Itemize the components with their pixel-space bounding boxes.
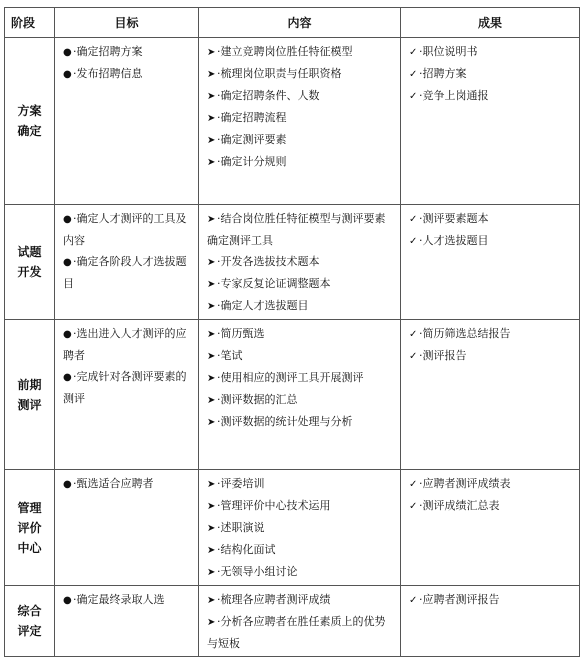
list-item	[63, 589, 194, 611]
result-cell	[401, 470, 580, 586]
list-item	[207, 151, 396, 173]
list-item	[207, 323, 396, 345]
list-item	[63, 473, 194, 495]
result-text: ·测评成绩汇总表	[419, 499, 500, 512]
result-text: ·招聘方案	[419, 67, 467, 80]
header-stage: 阶段	[5, 8, 55, 38]
content-marker-icon: ➤	[207, 373, 216, 384]
table-row	[5, 320, 580, 470]
content-marker-icon: ➤	[207, 479, 216, 490]
result-text: ·应聘者测评成绩表	[419, 477, 511, 490]
content-marker-icon: ➤	[207, 91, 216, 102]
result-marker-icon: ✓	[409, 479, 418, 490]
result-marker-icon: ✓	[409, 214, 418, 225]
result-marker-icon: ✓	[409, 91, 418, 102]
content-list	[199, 586, 400, 656]
goal-text: ·确定最终录取人选	[73, 593, 165, 606]
header-goal: 目标	[55, 8, 199, 38]
goal-text: ·确定人才测评的工具及内容	[63, 212, 187, 247]
list-item	[409, 208, 575, 230]
result-cell	[401, 205, 580, 320]
content-text: ·确定人才选拔题目	[217, 299, 309, 312]
result-cell	[401, 38, 580, 205]
list-item	[207, 85, 396, 107]
goal-marker-icon: ●	[63, 329, 72, 340]
list-item	[63, 63, 194, 85]
content-marker-icon: ➤	[207, 214, 216, 225]
content-marker-icon: ➤	[207, 135, 216, 146]
list-item	[207, 208, 396, 251]
goal-list	[55, 38, 198, 87]
content-cell	[199, 38, 401, 205]
list-item	[409, 473, 575, 495]
list-item	[409, 230, 575, 252]
goal-cell	[55, 320, 199, 470]
content-marker-icon: ➤	[207, 595, 216, 606]
result-cell	[401, 586, 580, 657]
content-marker-icon: ➤	[207, 279, 216, 290]
content-marker-icon: ➤	[207, 501, 216, 512]
list-item	[207, 539, 396, 561]
content-marker-icon: ➤	[207, 395, 216, 406]
content-marker-icon: ➤	[207, 157, 216, 168]
header-result: 成果	[401, 8, 580, 38]
recruitment-process-table	[4, 7, 580, 657]
goal-cell	[55, 586, 199, 657]
list-item	[63, 251, 194, 294]
result-text: ·简历筛选总结报告	[419, 327, 511, 340]
content-text: ·分析各应聘者在胜任素质上的优势与短板	[207, 615, 386, 650]
stage-cell	[5, 205, 55, 320]
content-list	[199, 38, 400, 175]
list-item	[207, 589, 396, 611]
goal-marker-icon: ●	[63, 47, 72, 58]
table-row	[5, 470, 580, 586]
content-text: ·开发各选拔技术题本	[217, 255, 320, 268]
result-marker-icon: ✓	[409, 595, 418, 606]
list-item	[207, 473, 396, 495]
content-marker-icon: ➤	[207, 417, 216, 428]
list-item	[409, 589, 575, 611]
list-item	[63, 323, 194, 366]
content-marker-icon: ➤	[207, 351, 216, 362]
content-cell	[199, 320, 401, 470]
result-marker-icon: ✓	[409, 351, 418, 362]
content-cell	[199, 586, 401, 657]
content-text: ·管理评价中心技术运用	[217, 499, 331, 512]
content-text: ·确定招聘条件、人数	[217, 89, 320, 102]
list-item	[207, 41, 396, 63]
content-text: ·述职演说	[217, 521, 265, 534]
list-item	[63, 208, 194, 251]
result-text: ·测评报告	[419, 349, 467, 362]
content-marker-icon: ➤	[207, 301, 216, 312]
table-row	[5, 38, 580, 205]
content-text: ·结合岗位胜任特征模型与测评要素确定测评工具	[207, 212, 386, 247]
list-item	[409, 63, 575, 85]
result-marker-icon: ✓	[409, 501, 418, 512]
result-marker-icon: ✓	[409, 329, 418, 340]
result-text: ·人才选拔题目	[419, 234, 489, 247]
goal-list	[55, 205, 198, 296]
goal-list	[55, 586, 198, 613]
list-item	[207, 561, 396, 583]
goal-list	[55, 320, 198, 411]
result-list	[401, 586, 579, 613]
stage-label: 管理评价中心	[17, 500, 42, 555]
result-list	[401, 320, 579, 369]
list-item	[207, 345, 396, 367]
list-item	[409, 345, 575, 367]
goal-text: ·甄选适合应聘者	[73, 477, 154, 490]
goal-cell	[55, 470, 199, 586]
result-marker-icon: ✓	[409, 69, 418, 80]
content-marker-icon: ➤	[207, 69, 216, 80]
result-text: ·职位说明书	[419, 45, 478, 58]
stage-label: 试题开发	[17, 245, 42, 279]
stage-label: 前期测评	[17, 377, 42, 412]
content-list	[199, 320, 400, 435]
content-text: ·梳理各应聘者测评成绩	[217, 593, 331, 606]
list-item	[207, 295, 396, 317]
content-cell	[199, 205, 401, 320]
list-item	[409, 323, 575, 345]
list-item	[409, 85, 575, 107]
list-item	[207, 611, 396, 654]
result-cell	[401, 320, 580, 470]
content-marker-icon: ➤	[207, 113, 216, 124]
header-row	[5, 8, 580, 38]
goal-marker-icon: ●	[63, 595, 72, 606]
goal-marker-icon: ●	[63, 372, 72, 383]
goal-text: ·发布招聘信息	[73, 67, 143, 80]
content-marker-icon: ➤	[207, 47, 216, 58]
stage-cell	[5, 586, 55, 657]
content-text: ·建立竞聘岗位胜任特征模型	[217, 45, 353, 58]
goal-marker-icon: ●	[63, 69, 72, 80]
goal-text: ·选出进入人才测评的应聘者	[63, 327, 187, 362]
content-text: ·结构化面试	[217, 543, 276, 556]
list-item	[207, 273, 396, 295]
content-text: ·测评数据的统计处理与分析	[217, 415, 353, 428]
stage-cell	[5, 38, 55, 205]
list-item	[63, 366, 194, 409]
list-item	[207, 517, 396, 539]
list-item	[207, 129, 396, 151]
goal-list	[55, 470, 198, 497]
content-cell	[199, 470, 401, 586]
goal-marker-icon: ●	[63, 479, 72, 490]
stage-cell	[5, 320, 55, 470]
result-marker-icon: ✓	[409, 47, 418, 58]
goal-text: ·确定各阶段人才选拔题目	[63, 255, 187, 290]
table-row	[5, 205, 580, 320]
content-text: ·使用相应的测评工具开展测评	[217, 371, 364, 384]
result-list	[401, 205, 579, 254]
list-item	[207, 251, 396, 273]
goal-text: ·确定招聘方案	[73, 45, 143, 58]
content-text: ·笔试	[217, 349, 243, 362]
content-text: ·测评数据的汇总	[217, 393, 298, 406]
result-text: ·应聘者测评报告	[419, 593, 500, 606]
list-item	[409, 41, 575, 63]
goal-marker-icon: ●	[63, 214, 72, 225]
result-text: ·测评要素题本	[419, 212, 489, 225]
content-text: ·简历甄选	[217, 327, 265, 340]
content-list	[199, 470, 400, 585]
content-text: ·确定计分规则	[217, 155, 287, 168]
content-marker-icon: ➤	[207, 567, 216, 578]
goal-marker-icon: ●	[63, 257, 72, 268]
list-item	[207, 389, 396, 411]
content-text: ·确定招聘流程	[217, 111, 287, 124]
stage-label: 方案确定	[17, 104, 42, 138]
list-item	[63, 41, 194, 63]
content-marker-icon: ➤	[207, 329, 216, 340]
list-item	[207, 367, 396, 389]
table-row	[5, 586, 580, 657]
goal-text: ·完成针对各测评要素的测评	[63, 370, 187, 405]
content-list	[199, 205, 400, 319]
content-marker-icon: ➤	[207, 523, 216, 534]
list-item	[207, 495, 396, 517]
stage-cell	[5, 470, 55, 586]
goal-cell	[55, 38, 199, 205]
result-text: ·竞争上岗通报	[419, 89, 489, 102]
content-text: ·评委培训	[217, 477, 265, 490]
content-marker-icon: ➤	[207, 257, 216, 268]
list-item	[409, 495, 575, 517]
header-content: 内容	[199, 8, 401, 38]
goal-cell	[55, 205, 199, 320]
list-item	[207, 63, 396, 85]
result-list	[401, 470, 579, 519]
content-text: ·专家反复论证调整题本	[217, 277, 331, 290]
stage-label: 综合评定	[17, 604, 42, 638]
list-item	[207, 411, 396, 433]
content-marker-icon: ➤	[207, 617, 216, 628]
content-text: ·确定测评要素	[217, 133, 287, 146]
list-item	[207, 107, 396, 129]
content-marker-icon: ➤	[207, 545, 216, 556]
content-text: ·无领导小组讨论	[217, 565, 298, 578]
result-list	[401, 38, 579, 109]
content-text: ·梳理岗位职责与任职资格	[217, 67, 342, 80]
result-marker-icon: ✓	[409, 236, 418, 247]
